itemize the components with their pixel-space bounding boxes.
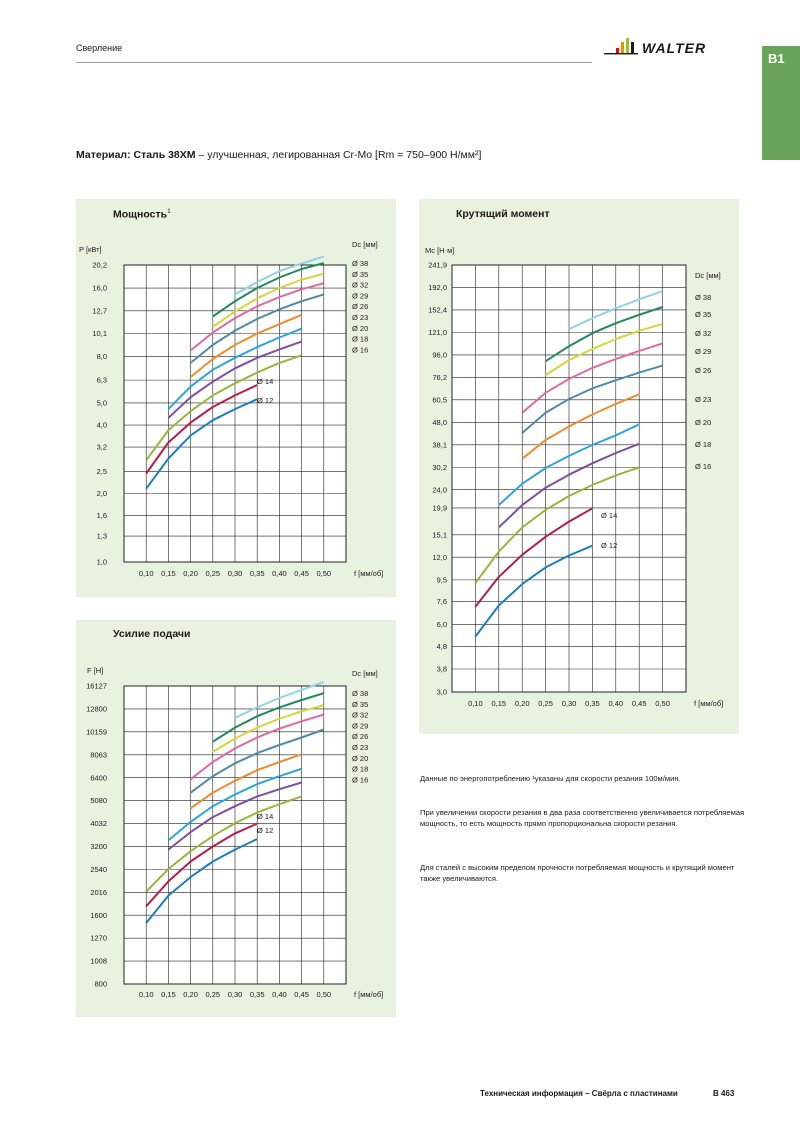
y-tick-label: 4,0: [96, 420, 107, 430]
x-tick-label: 0,30: [227, 990, 243, 999]
y-tick-label: 6,0: [436, 620, 447, 630]
y-tick-label: 96,0: [432, 350, 447, 360]
y-tick-label: 3200: [90, 842, 107, 852]
x-tick-label: 0,20: [183, 569, 198, 578]
legend-entry: Ø 32: [352, 280, 369, 290]
x-tick-label: 0,35: [585, 699, 600, 708]
legend-entry: Ø 38: [352, 259, 369, 268]
y-tick-label: 192,0: [428, 283, 447, 293]
x-tick-label: 0,20: [514, 699, 530, 708]
material-description: – улучшенная, легированная Cr-Mo [Rm = 750–900 Н/мм²]: [195, 149, 482, 161]
x-tick-label: 0,25: [205, 990, 221, 999]
y-tick-label: 4,8: [436, 641, 447, 651]
x-tick-label: 0,30: [561, 699, 577, 708]
torque-y-axis-label: Mc [H·м]: [425, 246, 455, 255]
legend-entry: Ø 23: [352, 313, 369, 322]
y-tick-label: 8063: [90, 750, 107, 760]
y-tick-label: 2,0: [96, 489, 107, 499]
legend-entry: Ø 16: [352, 345, 369, 355]
x-tick-label: 0,25: [205, 569, 221, 578]
section-title: Сверление: [76, 43, 123, 53]
x-tick-label: 0,25: [538, 699, 553, 708]
legend-entry: Ø 29: [352, 721, 369, 731]
y-tick-label: 12800: [86, 704, 107, 714]
legend-entry: Ø 18: [352, 764, 369, 774]
x-axis-label: f [мм/об]: [694, 699, 724, 708]
legend-entry: Ø 32: [695, 329, 712, 338]
page-number: B 463: [713, 1089, 735, 1098]
y-tick-label: 3,8: [436, 664, 447, 674]
legend-entry: Ø 32: [352, 710, 369, 720]
y-tick-label: 4032: [90, 819, 107, 829]
y-tick-label: 2540: [90, 864, 107, 874]
legend-entry: Ø 26: [352, 732, 369, 742]
series-label: Ø 12: [601, 541, 618, 550]
legend-entry: Ø 20: [695, 418, 712, 427]
x-tick-label: 0,35: [249, 569, 265, 578]
y-tick-label: 16127: [86, 681, 107, 691]
y-tick-label: 5,0: [96, 398, 107, 408]
y-tick-label: 60,5: [432, 395, 447, 405]
y-tick-label: 2,5: [96, 467, 107, 477]
legend-entry: Ø 29: [695, 347, 712, 356]
x-tick-label: 0,40: [272, 990, 287, 999]
y-tick-label: 2016: [90, 887, 107, 897]
y-tick-label: 6,3: [96, 375, 107, 385]
y-tick-label: 121,0: [428, 327, 447, 337]
x-tick-label: 0,30: [227, 569, 243, 578]
x-tick-label: 0,50: [655, 699, 670, 708]
y-tick-label: 8,0: [96, 352, 107, 362]
feed-force-chart-title: Усилие подачи: [113, 628, 191, 640]
y-tick-label: 152,4: [428, 305, 447, 315]
y-tick-label: 15,1: [432, 530, 447, 540]
y-tick-label: 6400: [90, 773, 107, 783]
legend-entry: Ø 35: [352, 269, 369, 279]
brand-name: WALTER: [642, 40, 707, 56]
x-tick-label: 0,45: [294, 569, 309, 578]
x-tick-label: 0,50: [316, 569, 332, 578]
y-tick-label: 30,2: [432, 462, 447, 472]
y-tick-label: 1008: [90, 956, 107, 966]
x-tick-label: 0,40: [272, 569, 287, 578]
y-tick-label: 38,1: [432, 440, 447, 450]
legend-entry: Ø 26: [695, 366, 712, 375]
y-tick-label: 1,0: [96, 557, 107, 567]
note-high-strength: Для сталей с высоким пределом прочности потребляемая мощность и крутящий момент также увеличиваются.: [420, 863, 735, 883]
x-tick-label: 0,10: [138, 990, 154, 999]
y-tick-label: 76,2: [432, 372, 447, 382]
y-tick-label: 19,9: [432, 503, 447, 513]
y-tick-label: 800: [94, 979, 107, 989]
y-tick-label: 12,0: [432, 552, 447, 562]
y-tick-label: 3,2: [96, 442, 107, 452]
legend-entry: Ø 23: [695, 395, 712, 404]
y-tick-label: 1600: [90, 910, 107, 920]
legend-entry: Ø 35: [695, 310, 712, 319]
legend-entry: Ø 16: [352, 775, 369, 785]
y-tick-label: 48,0: [432, 417, 447, 427]
legend-entry: Ø 20: [352, 753, 369, 763]
x-tick-label: 0,15: [161, 569, 176, 578]
power-y-axis-label: P [кВт]: [79, 245, 102, 254]
legend-entry: Ø 23: [352, 743, 369, 752]
y-tick-label: 16,0: [92, 283, 107, 293]
legend-title: Dc [мм]: [352, 240, 378, 249]
y-tick-label: 9,5: [436, 575, 447, 585]
x-tick-label: 0,45: [631, 699, 647, 708]
y-tick-label: 1270: [90, 933, 107, 943]
feed-force-y-axis-label: F [Н]: [87, 666, 104, 675]
torque-chart-title: Крутящий момент: [456, 208, 550, 220]
y-tick-label: 241,9: [428, 260, 447, 270]
series-label: Ø 14: [601, 511, 618, 520]
footer-text: Техническая информация – Свёрла с пластинами: [480, 1089, 678, 1098]
y-tick-label: 1,6: [96, 511, 107, 521]
legend-title: Dc [мм]: [695, 271, 721, 280]
x-tick-label: 0,15: [491, 699, 507, 708]
legend-entry: Ø 16: [695, 462, 712, 471]
legend-entry: Ø 18: [352, 334, 369, 344]
x-tick-label: 0,40: [608, 699, 624, 708]
x-tick-label: 0,50: [316, 990, 332, 999]
x-tick-label: 0,15: [161, 990, 176, 999]
x-tick-label: 0,45: [294, 990, 309, 999]
section-tab-label: B1: [768, 51, 785, 66]
x-axis-label: f [мм/об]: [354, 569, 384, 578]
series-label: Ø 14: [257, 812, 274, 821]
legend-entry: Ø 26: [352, 302, 369, 312]
y-tick-label: 1,3: [96, 531, 107, 541]
y-tick-label: 10159: [86, 727, 107, 737]
x-tick-label: 0,10: [138, 569, 154, 578]
y-tick-label: 10,1: [92, 329, 107, 339]
legend-entry: Ø 35: [352, 699, 369, 709]
x-tick-label: 0,10: [468, 699, 483, 708]
power-chart-title: Мощность$^1$: [113, 208, 171, 221]
x-tick-label: 0,20: [183, 990, 198, 999]
material-label: Материал: Сталь 38ХМ: [76, 149, 196, 161]
y-tick-label: 7,6: [436, 597, 447, 607]
legend-title: Dc [мм]: [352, 669, 378, 678]
y-tick-label: 12,7: [92, 306, 107, 316]
legend-entry: Ø 20: [352, 323, 369, 333]
x-axis-label: f [мм/об]: [354, 990, 384, 999]
legend-entry: Ø 18: [695, 440, 712, 449]
x-tick-label: 0,35: [249, 990, 265, 999]
legend-entry: Ø 38: [695, 293, 712, 302]
legend-entry: Ø 38: [352, 689, 369, 698]
y-tick-label: 3,0: [436, 687, 447, 697]
legend-entry: Ø 29: [352, 291, 369, 301]
series-label: Ø 12: [257, 826, 274, 835]
series-label: Ø 12: [257, 396, 274, 405]
series-label: Ø 14: [257, 377, 274, 386]
note-speed: Данные по энергопотреблению ¹указаны для скорости резания 100м/мин.: [420, 774, 681, 783]
y-tick-label: 20,2: [92, 260, 107, 270]
note-proportional: При увеличении скорости резания в два раза соответственно увеличивается потребляемая мощность, то есть мощность прямо пропорциональна скорости резания.: [420, 808, 745, 828]
y-tick-label: 24,0: [432, 485, 447, 495]
y-tick-label: 5080: [90, 796, 107, 806]
